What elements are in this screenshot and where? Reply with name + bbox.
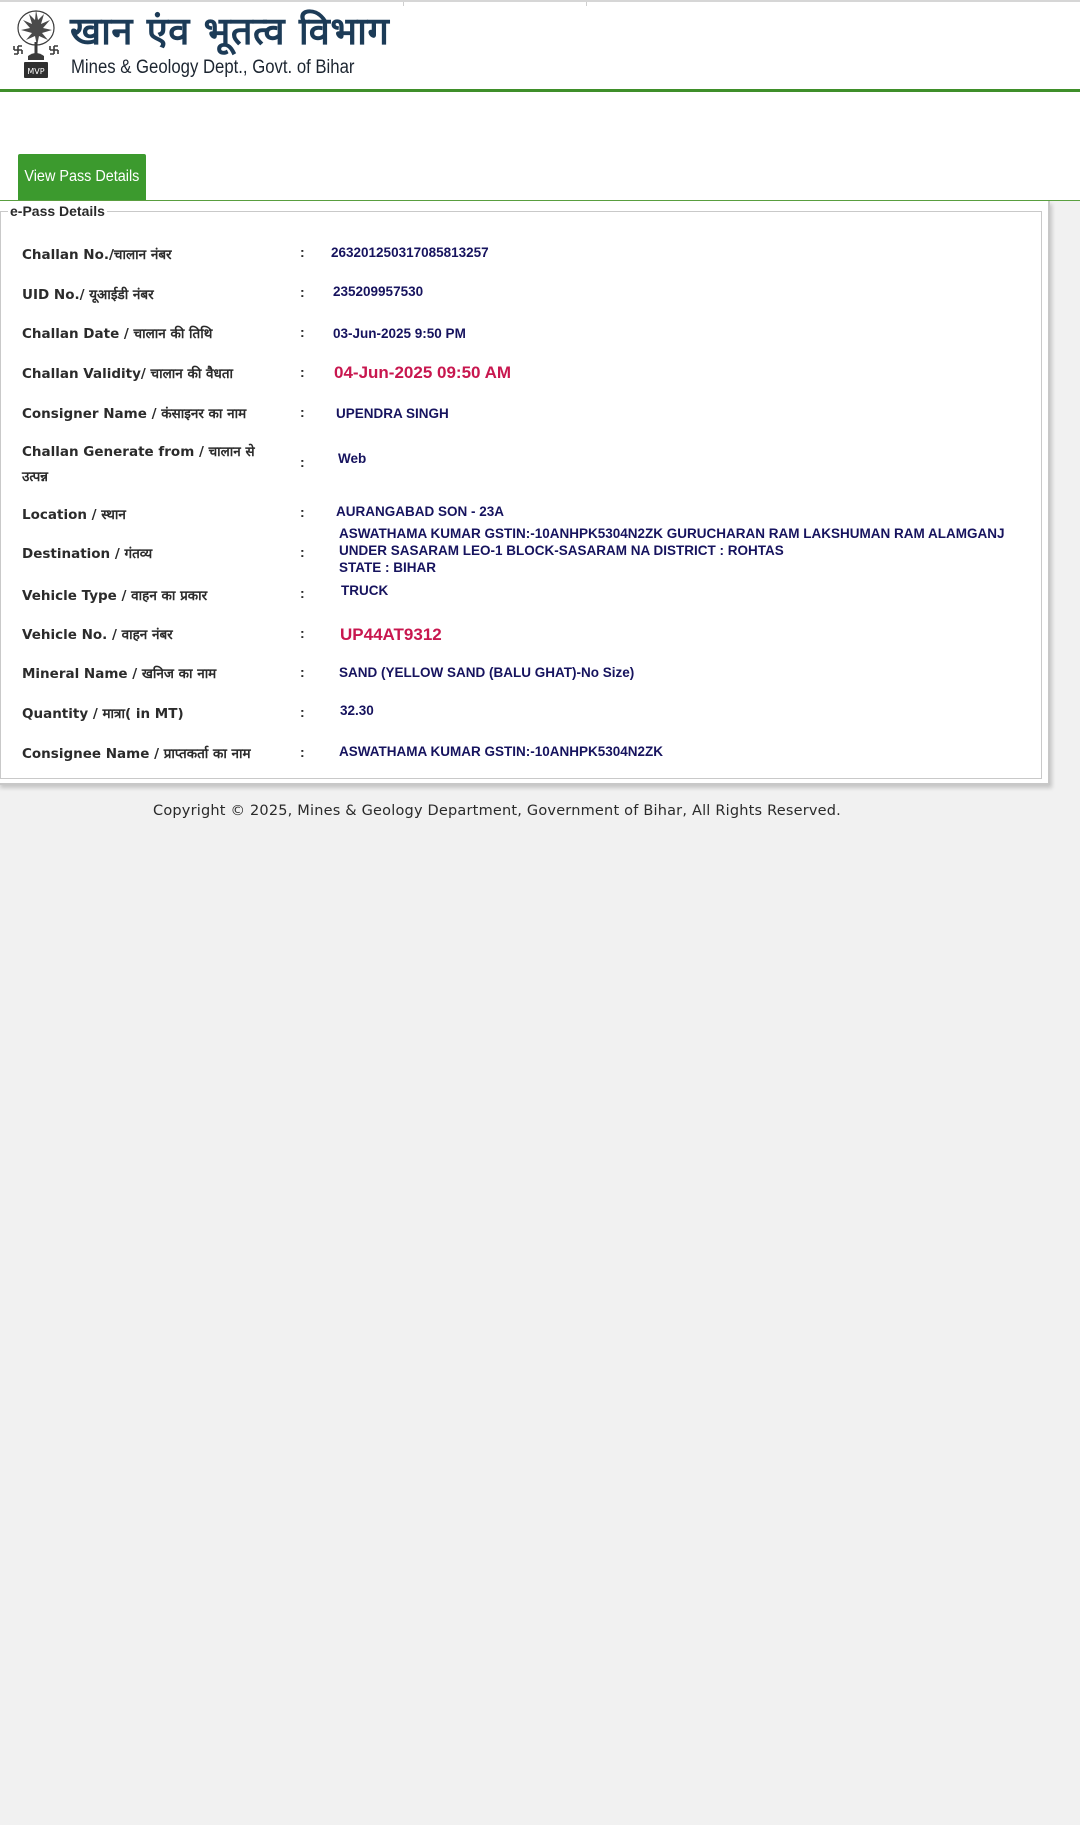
detail-label: Consignee Name / प्राप्तकर्ता का नाम [22, 746, 251, 762]
detail-row-destination [1, 524, 1041, 586]
destination-value-line3: STATE : BIHAR [339, 560, 436, 575]
detail-label: Challan Validity/ चालान की वैधता [22, 366, 234, 382]
detail-row-vehicle-type [1, 582, 1041, 606]
detail-colon: : [300, 284, 305, 300]
copyright-footer: Copyright © 2025, Mines & Geology Department, Government of Bihar, All Rights Reserved. [153, 803, 841, 819]
destination-value-line2: UNDER SASARAM LEO-1 BLOCK-SASARAM NA DISTRICT : ROHTAS [339, 543, 784, 558]
consignee-name-value: ASWATHAMA KUMAR GSTIN:-10ANHPK5304N2ZK [339, 744, 664, 759]
detail-colon: : [300, 585, 305, 601]
detail-colon: : [300, 324, 305, 340]
detail-colon: : [300, 664, 305, 680]
view-pass-details-button[interactable] [18, 154, 146, 200]
detail-row-location [1, 502, 1041, 526]
toolbar [0, 92, 1080, 201]
challan-date-value: 03-Jun-2025 9:50 PM [333, 326, 466, 341]
detail-colon: : [300, 404, 305, 420]
detail-colon: : [300, 704, 305, 720]
detail-label: Location / स्थान [22, 507, 126, 523]
detail-row-vehicle-no [1, 622, 1041, 646]
quantity-value: 32.30 [340, 703, 374, 718]
vehicle-type-value: TRUCK [341, 583, 389, 598]
uid-no-value: 235209957530 [333, 284, 424, 299]
detail-colon: : [300, 504, 305, 520]
detail-label: Challan Date / चालान की तिथि [22, 326, 213, 342]
detail-label: Consigner Name / कंसाइनर का नाम [22, 406, 247, 422]
consigner-name-value: UPENDRA SINGH [336, 406, 449, 421]
detail-colon: : [300, 744, 305, 760]
header-divider [586, 2, 587, 6]
view-pass-details-label: View Pass Details [24, 168, 140, 185]
detail-label: Challan No./चालान नंबर [22, 247, 172, 263]
emblem-text: MVP [27, 67, 45, 76]
detail-colon: : [300, 454, 305, 470]
detail-colon: : [300, 625, 305, 641]
detail-row-challan-validity [1, 362, 1041, 386]
detail-label: Vehicle Type / वाहन का प्रकार [22, 588, 208, 604]
location-value: AURANGABAD SON - 23A [336, 504, 505, 519]
challan-validity-value: 04-Jun-2025 09:50 AM [334, 363, 512, 382]
challan-no-value: 263201250317085813257 [331, 245, 489, 260]
detail-row-uid-no [1, 282, 1041, 306]
epass-details-panel [0, 201, 1050, 785]
detail-label: Quantity / मात्रा( in MT) [22, 706, 184, 722]
site-header [0, 0, 1080, 92]
mineral-name-value: SAND (YELLOW SAND (BALU GHAT)-No Size) [339, 665, 635, 680]
detail-label: UID No./ यूआईडी नंबर [22, 287, 154, 303]
bihar-emblem-logo [10, 6, 62, 84]
detail-row-mineral-name [1, 662, 1041, 686]
epass-details-legend: e-Pass Details [10, 203, 105, 219]
vehicle-no-value: UP44AT9312 [340, 625, 442, 644]
detail-colon: : [300, 364, 305, 380]
detail-label-line1: Challan Generate from / चालान से [22, 444, 255, 460]
detail-row-challan-date [1, 322, 1041, 346]
detail-label: Destination / गंतव्य [22, 546, 153, 562]
detail-colon: : [300, 244, 305, 260]
detail-colon: : [300, 544, 305, 560]
site-title-hindi: खान एंव भूतत्व विभाग [70, 9, 390, 53]
detail-label-line2: उत्पन्न [22, 469, 49, 485]
detail-row-consigner-name [1, 402, 1041, 426]
destination-value-line1: ASWATHAMA KUMAR GSTIN:-10ANHPK5304N2ZK GURUCHARAN RAM LAKSHUMAN RAM ALAMGANJ [339, 526, 1005, 541]
detail-row-consignee-name [1, 742, 1041, 766]
detail-label: Mineral Name / खनिज का नाम [22, 666, 217, 682]
header-divider [403, 2, 404, 6]
epass-details-fieldset [0, 203, 1042, 779]
challan-generate-from-value: Web [338, 451, 367, 466]
detail-row-challan-no [1, 242, 1041, 266]
detail-row-challan-generate-from [1, 440, 1041, 492]
detail-row-quantity [1, 702, 1041, 726]
detail-label: Vehicle No. / वाहन नंबर [22, 627, 173, 643]
site-title-english: Mines & Geology Dept., Govt. of Bihar [71, 57, 355, 78]
